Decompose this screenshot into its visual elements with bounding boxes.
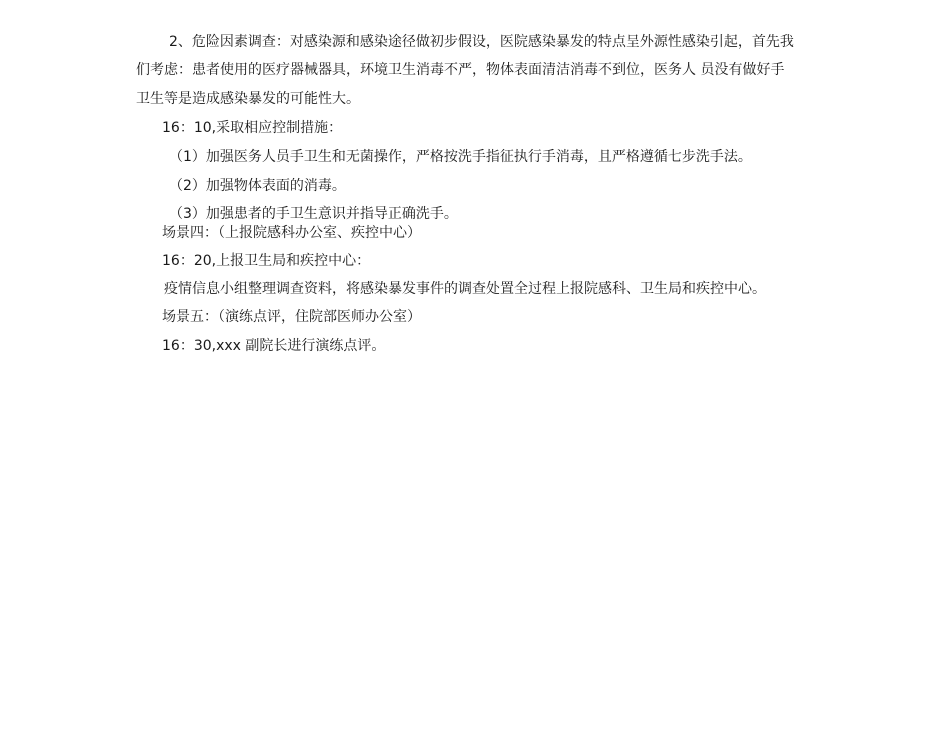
measure-item-1: （1）加强医务人员手卫生和无菌操作，严格按洗手指征执行手消毒，且严格遵循七步洗手法。 xyxy=(169,149,752,165)
paragraph-risk-factor-line-3: 卫生等是造成感染暴发的可能性大。 xyxy=(136,91,360,107)
paragraph-risk-factor-line-1: 2、危险因素调查：对感染源和感染途径做初步假设，医院感染暴发的特点呈外源性感染引起，首先我 xyxy=(169,34,794,50)
paragraph-risk-factor-line-2: 们考虑：患者使用的医疗器械器具，环境卫生消毒不严，物体表面清洁消毒不到位，医务人 员没有做好手 xyxy=(136,62,785,78)
scene-five-heading: 场景五：（演练点评，住院部医师办公室） xyxy=(162,309,421,325)
timestamp-control-measures: 16：10,采取相应控制措施： xyxy=(162,120,343,136)
timestamp-report: 16：20,上报卫生局和疾控中心： xyxy=(162,253,371,269)
scene-four-heading: 场景四：（上报院感科办公室、疾控中心） xyxy=(162,225,421,241)
timestamp-review: 16：30,xxx 副院长进行演练点评。 xyxy=(162,338,386,354)
measure-item-2: （2）加强物体表面的消毒。 xyxy=(169,178,346,194)
paragraph-report-detail: 疫情信息小组整理调查资料，将感染暴发事件的调查处置全过程上报院感科、卫生局和疾控中心。 xyxy=(164,281,766,297)
measure-item-3: （3）加强患者的手卫生意识并指导正确洗手。 xyxy=(169,206,458,222)
